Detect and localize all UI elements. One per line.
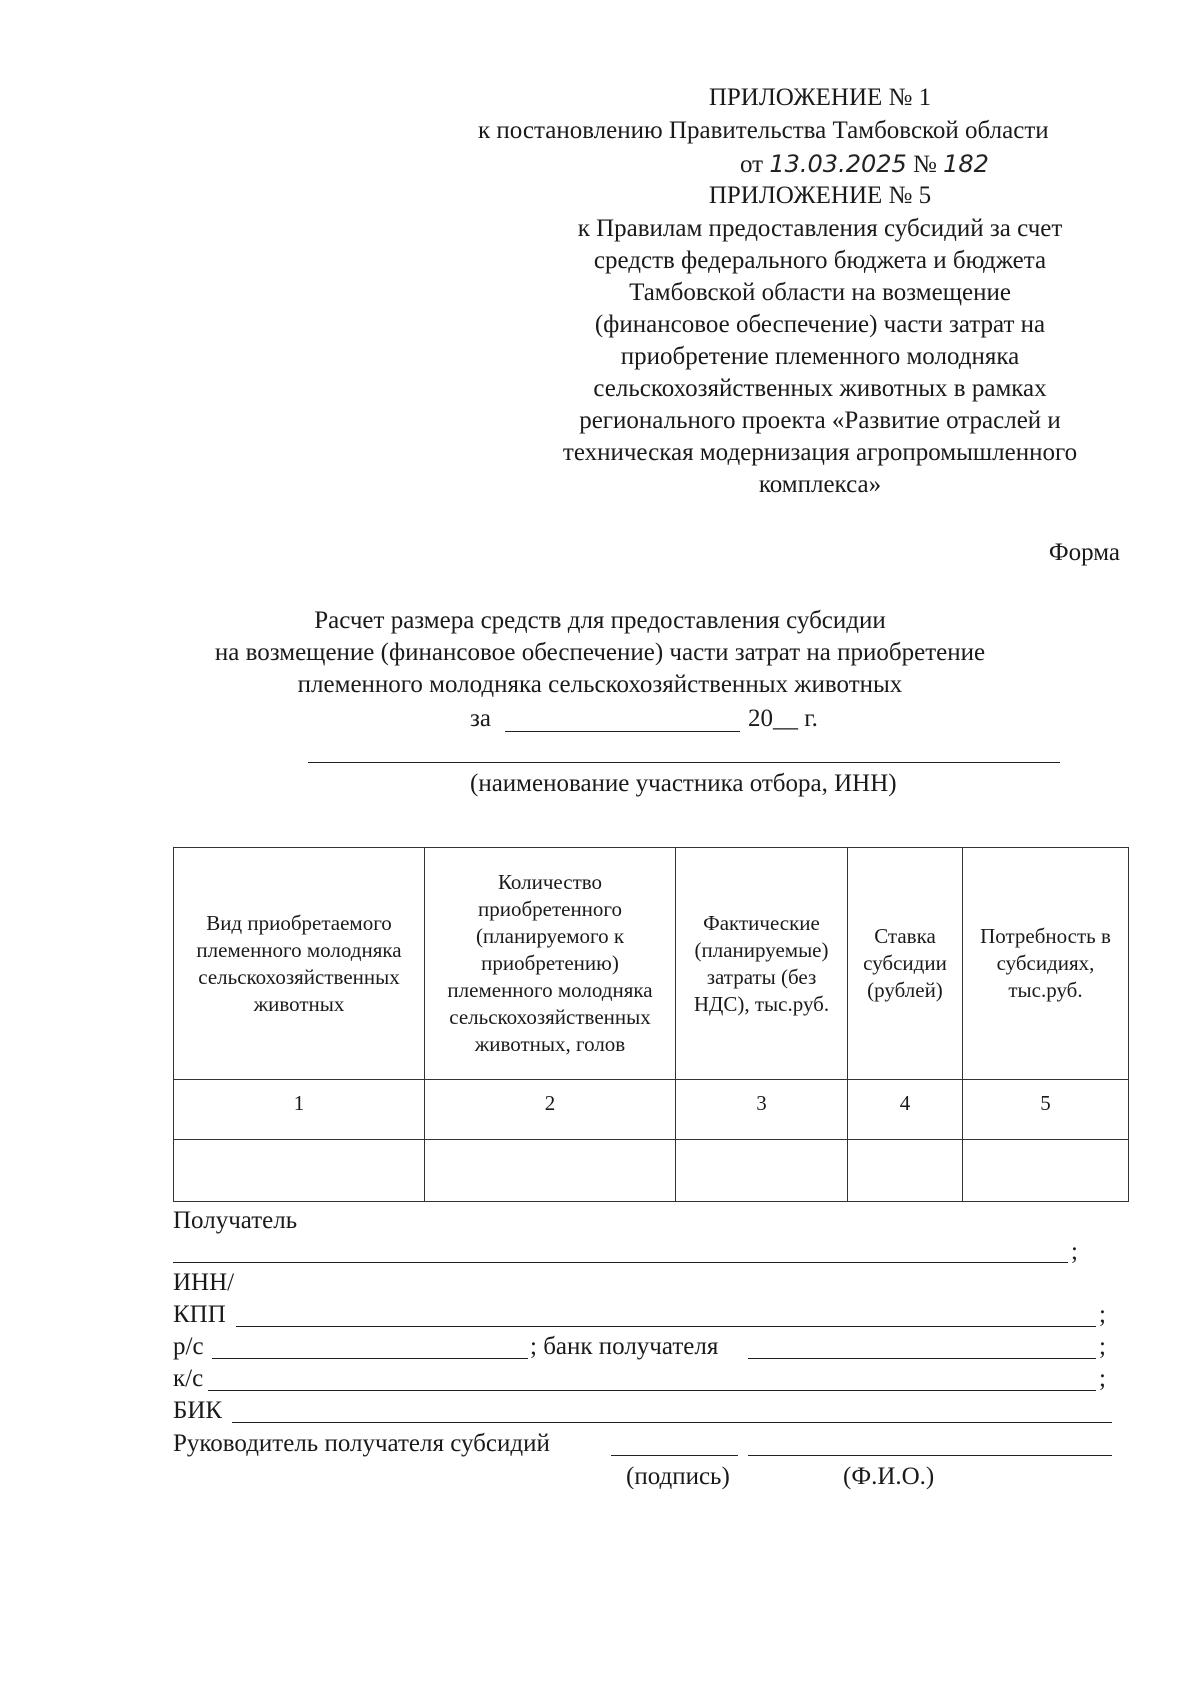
bik-label: БИК	[173, 1397, 223, 1424]
semicolon: ;	[1099, 1301, 1106, 1328]
column-number: 4	[848, 1080, 963, 1140]
appendix5-description	[520, 213, 1120, 501]
column-number: 1	[174, 1080, 425, 1140]
form-label: Форма	[1048, 539, 1120, 566]
table-data-row	[174, 1140, 1129, 1202]
column-number: 3	[676, 1080, 848, 1140]
kpp-label: КПП	[173, 1301, 226, 1328]
period-year: 20__ г.	[748, 705, 818, 732]
bank-label: ; банк получателя	[530, 1333, 719, 1360]
appendix5-line: (финансовое обеспечение) части затрат на	[594, 311, 1046, 338]
period-month-blank	[505, 731, 740, 732]
header-cell-quantity: Количество приобретенного (планируемого к приобретению) племенного молодняка сельскохозяйственных животных, голов	[425, 848, 676, 1080]
appendix1-title-text: ПРИЛОЖЕНИЕ № 1	[708, 84, 932, 111]
data-cell[interactable]	[963, 1140, 1129, 1202]
table-number-row	[174, 1080, 1129, 1140]
bank-blank	[748, 1358, 1096, 1359]
semicolon: ;	[1071, 1238, 1078, 1265]
header-cell-need: Потребность в субсидиях, тыс.руб.	[963, 848, 1129, 1080]
calculation-table	[173, 847, 1129, 1202]
resolution-date-line	[740, 148, 989, 181]
column-number: 5	[963, 1080, 1129, 1140]
column-number: 2	[425, 1080, 676, 1140]
appendix5-line: приобретение племенного молодняка	[620, 343, 1020, 370]
data-cell[interactable]	[848, 1140, 963, 1202]
appendix1-reference: к постановлению Правительства Тамбовской области	[478, 117, 1049, 144]
appendix5-line: техническая модернизация агропромышленного	[562, 439, 1078, 466]
inn-label: ИНН/	[173, 1269, 235, 1296]
handwritten-date: 13.03.2025	[769, 150, 907, 178]
date-prefix: от	[740, 151, 764, 178]
ks-label: к/с	[173, 1365, 204, 1392]
fio-blank	[748, 1455, 1112, 1456]
title-line: племенного молодняка сельскохозяйственных животных	[297, 671, 903, 698]
data-cell[interactable]	[425, 1140, 676, 1202]
rs-blank	[212, 1358, 528, 1359]
appendix5-line: Тамбовской области на возмещение	[629, 279, 1011, 306]
data-cell[interactable]	[676, 1140, 848, 1202]
number-sign: №	[913, 151, 937, 178]
header-cell-costs: Фактические (планируемые) затраты (без НДС), тыс.руб.	[676, 848, 848, 1080]
inn-kpp-blank	[236, 1326, 1096, 1327]
appendix5-line: регионального проекта «Развитие отраслей и	[579, 407, 1061, 434]
appendix5-line: к Правилам предоставления субсидий за счет	[577, 215, 1063, 242]
appendix5-line: сельскохозяйственных животных в рамках	[593, 375, 1047, 402]
ks-blank	[208, 1390, 1096, 1391]
appendix1-title	[520, 82, 1120, 114]
semicolon: ;	[1099, 1365, 1106, 1392]
signature-blank	[611, 1455, 738, 1456]
handwritten-number: 182	[943, 150, 989, 178]
appendix5-title-text: ПРИЛОЖЕНИЕ № 5	[708, 182, 932, 209]
participant-caption: (наименование участника отбора, ИНН)	[470, 770, 897, 797]
header-cell-animal-type: Вид приобретаемого племенного молодняка сельскохозяйственных животных	[174, 848, 425, 1080]
head-label: Руководитель получателя субсидий	[173, 1430, 550, 1457]
period-prefix: за	[470, 705, 491, 732]
table-header-row	[174, 848, 1129, 1080]
fio-caption: (Ф.И.О.)	[843, 1463, 935, 1490]
recipient-label: Получатель	[173, 1207, 298, 1234]
appendix5-line: средств федерального бюджета и бюджета	[593, 247, 1047, 274]
title-line: Расчет размера средств для предоставления субсидии	[314, 607, 886, 634]
appendix5-line: комплекса»	[758, 471, 882, 498]
participant-name-blank	[308, 762, 1060, 763]
signature-caption: (подпись)	[626, 1463, 730, 1490]
recipient-name-blank	[173, 1262, 1068, 1263]
title-line: на возмещение (финансовое обеспечение) части затрат на приобретение	[214, 639, 986, 666]
bik-blank	[232, 1422, 1112, 1423]
document-title	[0, 605, 1200, 701]
header-cell-rate: Ставка субсидии (рублей)	[848, 848, 963, 1080]
rs-label: р/с	[173, 1333, 204, 1360]
data-cell[interactable]	[174, 1140, 425, 1202]
semicolon: ;	[1099, 1333, 1106, 1360]
appendix5-title	[520, 180, 1120, 212]
